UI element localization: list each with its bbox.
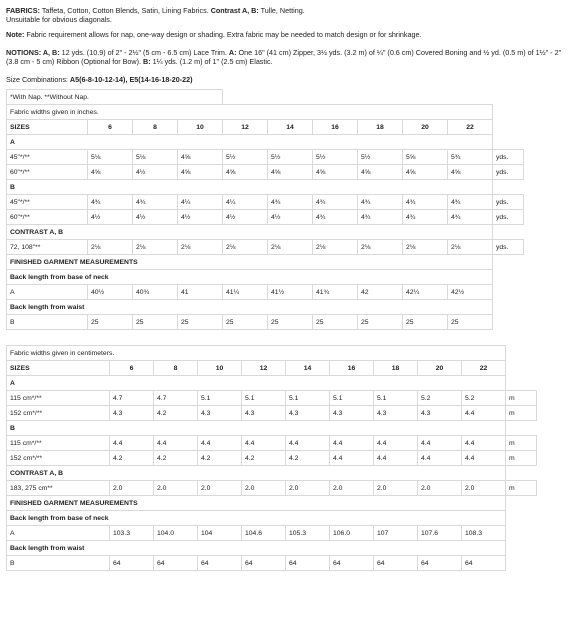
row-value: 2.0 bbox=[330, 481, 374, 496]
row-value: 4.4 bbox=[462, 406, 506, 421]
size-header: 8 bbox=[133, 120, 178, 135]
row-value: 4.2 bbox=[154, 451, 198, 466]
row-value: 4¼ bbox=[223, 195, 268, 210]
row-value: 4.2 bbox=[242, 451, 286, 466]
finished-title: FINISHED GARMENT MEASUREMENTS bbox=[7, 255, 493, 270]
row-value: 4½ bbox=[133, 210, 178, 225]
section-title-row bbox=[7, 421, 537, 436]
size-header: 20 bbox=[403, 120, 448, 135]
section-title-row bbox=[7, 466, 537, 481]
size-header: 16 bbox=[330, 361, 374, 376]
row-unit: yds. bbox=[493, 165, 524, 180]
size-header: 14 bbox=[286, 361, 330, 376]
size-header: 18 bbox=[358, 120, 403, 135]
row-value: 104.0 bbox=[154, 526, 198, 541]
back-neck-title: Back length from base of neck bbox=[7, 270, 493, 285]
row-value: 5½ bbox=[313, 150, 358, 165]
row-value: 25 bbox=[268, 315, 313, 330]
section-title-row bbox=[7, 180, 524, 195]
notions-paragraph bbox=[6, 48, 564, 66]
size-header: 6 bbox=[110, 361, 154, 376]
table-row bbox=[7, 195, 524, 210]
row-value: 4.4 bbox=[330, 436, 374, 451]
nap-note-row bbox=[7, 90, 524, 105]
row-value: 4¾ bbox=[313, 210, 358, 225]
row-value: 64 bbox=[198, 556, 242, 571]
row-value: 5½ bbox=[268, 150, 313, 165]
table-row bbox=[7, 150, 524, 165]
row-value: 25 bbox=[178, 315, 223, 330]
row-value: 25 bbox=[358, 315, 403, 330]
row-value: 4½ bbox=[178, 210, 223, 225]
row-value: 2.0 bbox=[154, 481, 198, 496]
notions-text3: (3.8 cm - 5 cm) Ribbon (Optional for Bow). bbox=[6, 57, 144, 66]
finished-title-row bbox=[7, 496, 537, 511]
fabrics-line2: Unsuitable for obvious diagonals. bbox=[6, 15, 112, 24]
size-header: 12 bbox=[242, 361, 286, 376]
size-header: 22 bbox=[462, 361, 506, 376]
row-value: 5.2 bbox=[462, 391, 506, 406]
row-value: 4.4 bbox=[462, 451, 506, 466]
table-row bbox=[7, 285, 524, 300]
row-value: 4.4 bbox=[374, 451, 418, 466]
widths-note-row bbox=[7, 105, 524, 120]
note-paragraph bbox=[6, 30, 564, 39]
row-value: 2.0 bbox=[418, 481, 462, 496]
row-value: 4.3 bbox=[374, 406, 418, 421]
row-value: 42 bbox=[358, 285, 403, 300]
row-value: 4.4 bbox=[286, 436, 330, 451]
row-value: 2.0 bbox=[286, 481, 330, 496]
fabrics-paragraph bbox=[6, 6, 564, 24]
section-title: CONTRAST A, B bbox=[7, 225, 493, 240]
row-value: 2⅛ bbox=[178, 240, 223, 255]
back-waist-title-row bbox=[7, 541, 537, 556]
row-value: 103.3 bbox=[110, 526, 154, 541]
row-value: 4⅝ bbox=[178, 165, 223, 180]
row-unit: m bbox=[506, 451, 537, 466]
row-value: 4.4 bbox=[418, 436, 462, 451]
row-value: 4.7 bbox=[154, 391, 198, 406]
row-value: 64 bbox=[374, 556, 418, 571]
row-value: 64 bbox=[418, 556, 462, 571]
table-row bbox=[7, 406, 537, 421]
row-value: 104.6 bbox=[242, 526, 286, 541]
row-value: 5½ bbox=[358, 150, 403, 165]
row-label: 45"*/** bbox=[7, 150, 88, 165]
row-value: 4.3 bbox=[110, 406, 154, 421]
row-value: 5⅝ bbox=[403, 150, 448, 165]
row-unit: yds. bbox=[493, 210, 524, 225]
row-label: A bbox=[7, 526, 110, 541]
metric-yardage-table bbox=[6, 345, 537, 571]
row-value: 4.2 bbox=[154, 406, 198, 421]
row-value: 41 bbox=[178, 285, 223, 300]
row-value: 4.3 bbox=[286, 406, 330, 421]
back-waist-title: Back length from waist bbox=[7, 541, 506, 556]
row-value: 64 bbox=[286, 556, 330, 571]
section-title: A bbox=[7, 376, 506, 391]
back-neck-title: Back length from base of neck bbox=[7, 511, 506, 526]
row-label: A bbox=[7, 285, 88, 300]
row-unit: m bbox=[506, 436, 537, 451]
row-value: 4⅝ bbox=[358, 165, 403, 180]
row-value: 4¼ bbox=[178, 195, 223, 210]
row-value: 5.1 bbox=[374, 391, 418, 406]
row-value: 2.0 bbox=[198, 481, 242, 496]
row-value: 2.0 bbox=[462, 481, 506, 496]
row-value: 2⅛ bbox=[88, 240, 133, 255]
notions-label: NOTIONS: A, B: bbox=[6, 48, 60, 57]
row-label: 72, 108"** bbox=[7, 240, 88, 255]
row-value: 108.3 bbox=[462, 526, 506, 541]
row-label: 152 cm*/** bbox=[7, 451, 110, 466]
row-value: 104 bbox=[198, 526, 242, 541]
row-value: 4⅝ bbox=[403, 165, 448, 180]
sizes-header-row bbox=[7, 120, 524, 135]
size-header: 20 bbox=[418, 361, 462, 376]
row-value: 4¾ bbox=[358, 195, 403, 210]
widths-note: Fabric widths given in inches. bbox=[7, 105, 493, 120]
row-value: 4.4 bbox=[374, 436, 418, 451]
row-label: 45"*/** bbox=[7, 195, 88, 210]
row-value: 5.1 bbox=[198, 391, 242, 406]
table-row bbox=[7, 315, 524, 330]
row-unit: m bbox=[506, 481, 537, 496]
nap-note: *With Nap. **Without Nap. bbox=[7, 90, 223, 105]
row-value: 4¾ bbox=[268, 195, 313, 210]
row-label: 183, 275 cm** bbox=[7, 481, 110, 496]
row-value: 2⅛ bbox=[358, 240, 403, 255]
row-value: 25 bbox=[223, 315, 268, 330]
row-value: 4.2 bbox=[198, 451, 242, 466]
row-value: 4¾ bbox=[358, 210, 403, 225]
row-value: 4.3 bbox=[330, 406, 374, 421]
row-value: 5.2 bbox=[418, 391, 462, 406]
row-value: 4⅝ bbox=[448, 165, 493, 180]
back-waist-title-row bbox=[7, 300, 524, 315]
row-unit: yds. bbox=[493, 195, 524, 210]
size-header: 14 bbox=[268, 120, 313, 135]
row-value: 64 bbox=[154, 556, 198, 571]
size-header: 10 bbox=[198, 361, 242, 376]
row-value: 4⅝ bbox=[313, 165, 358, 180]
row-unit: m bbox=[506, 406, 537, 421]
row-value: 5.1 bbox=[242, 391, 286, 406]
table-row bbox=[7, 210, 524, 225]
notions-text2: One 16" (41 cm) Zipper, 3½ yds. (3.2 m) of ¼" (0.6 cm) Covered Boning and ½ yd. (0.5 m) of 1½" - 2" bbox=[236, 48, 562, 57]
note-label: Note: bbox=[6, 30, 25, 39]
row-value: 5¾ bbox=[448, 150, 493, 165]
blank-cell bbox=[223, 90, 524, 105]
row-label: 152 cm*/** bbox=[7, 406, 110, 421]
row-unit: m bbox=[506, 391, 537, 406]
row-value: 5½ bbox=[223, 150, 268, 165]
table-row bbox=[7, 556, 537, 571]
row-value: 5.1 bbox=[330, 391, 374, 406]
row-value: 2⅛ bbox=[448, 240, 493, 255]
size-header: 8 bbox=[154, 361, 198, 376]
note-text: Fabric requirement allows for nap, one-way design or shading. Extra fabric may be needed to match design or for shrinkage. bbox=[24, 30, 422, 39]
row-value: 41¼ bbox=[223, 285, 268, 300]
row-value: 4⅝ bbox=[88, 165, 133, 180]
row-value: 2⅛ bbox=[403, 240, 448, 255]
row-value: 25 bbox=[313, 315, 358, 330]
row-value: 4.3 bbox=[242, 406, 286, 421]
table-row bbox=[7, 240, 524, 255]
row-value: 105.3 bbox=[286, 526, 330, 541]
row-value: 25 bbox=[448, 315, 493, 330]
row-value: 4.4 bbox=[110, 436, 154, 451]
size-header: 12 bbox=[223, 120, 268, 135]
row-value: 4¾ bbox=[403, 210, 448, 225]
section-title-row bbox=[7, 376, 537, 391]
row-unit: yds. bbox=[493, 150, 524, 165]
table-row bbox=[7, 165, 524, 180]
row-value: 4½ bbox=[133, 165, 178, 180]
notions-a-label: A: bbox=[228, 48, 237, 57]
back-neck-title-row bbox=[7, 270, 524, 285]
fabrics-label: FABRICS: bbox=[6, 6, 40, 15]
row-value: 5⅛ bbox=[133, 150, 178, 165]
row-value: 40½ bbox=[88, 285, 133, 300]
row-value: 4½ bbox=[268, 210, 313, 225]
row-label: 115 cm*/** bbox=[7, 391, 110, 406]
row-value: 4¾ bbox=[448, 195, 493, 210]
back-neck-title-row bbox=[7, 511, 537, 526]
sizes-header-row bbox=[7, 361, 537, 376]
row-value: 41½ bbox=[268, 285, 313, 300]
row-value: 25 bbox=[403, 315, 448, 330]
notions-text4: 1¼ yds. (1.2 m) of 1" (2.5 cm) Elastic. bbox=[150, 57, 273, 66]
row-value: 4.4 bbox=[418, 451, 462, 466]
contrast-label: Contrast A, B: bbox=[210, 6, 259, 15]
table-row bbox=[7, 481, 537, 496]
row-value: 2⅛ bbox=[133, 240, 178, 255]
row-value: 4.2 bbox=[286, 451, 330, 466]
row-value: 4⅝ bbox=[178, 150, 223, 165]
size-combinations-label: Size Combinations: bbox=[6, 75, 70, 84]
row-label: B bbox=[7, 556, 110, 571]
widths-note-row bbox=[7, 346, 537, 361]
size-header: 22 bbox=[448, 120, 493, 135]
row-label: 115 cm*/** bbox=[7, 436, 110, 451]
finished-title: FINISHED GARMENT MEASUREMENTS bbox=[7, 496, 506, 511]
row-value: 4½ bbox=[223, 210, 268, 225]
row-value: 64 bbox=[242, 556, 286, 571]
sizes-label: SIZES bbox=[7, 120, 88, 135]
section-title: B bbox=[7, 421, 506, 436]
row-value: 64 bbox=[330, 556, 374, 571]
row-value: 2.0 bbox=[374, 481, 418, 496]
row-value: 4¾ bbox=[133, 195, 178, 210]
row-value: 5.1 bbox=[286, 391, 330, 406]
row-value: 2.0 bbox=[110, 481, 154, 496]
row-value: 4⅝ bbox=[268, 165, 313, 180]
row-value: 5⅛ bbox=[88, 150, 133, 165]
section-title: A bbox=[7, 135, 493, 150]
table-row bbox=[7, 451, 537, 466]
notions-text1: 12 yds. (10.9) of 2" - 2½" (5 cm - 6.5 cm) Lace Trim. bbox=[59, 48, 229, 57]
row-value: 4⅝ bbox=[223, 165, 268, 180]
row-value: 64 bbox=[462, 556, 506, 571]
size-combinations-value: A5(6-8-10-12-14), E5(14-16-18-20-22) bbox=[69, 75, 193, 84]
row-value: 4.4 bbox=[198, 436, 242, 451]
row-value: 4.4 bbox=[462, 436, 506, 451]
row-value: 42¼ bbox=[403, 285, 448, 300]
size-header: 10 bbox=[178, 120, 223, 135]
notions-b-label: B: bbox=[143, 57, 151, 66]
row-label: 60"*/** bbox=[7, 210, 88, 225]
row-value: 4.4 bbox=[242, 436, 286, 451]
row-value: 64 bbox=[110, 556, 154, 571]
widths-note: Fabric widths given in centimeters. bbox=[7, 346, 506, 361]
section-title: CONTRAST A, B bbox=[7, 466, 506, 481]
row-value: 4¾ bbox=[403, 195, 448, 210]
section-title-row bbox=[7, 225, 524, 240]
section-title-row bbox=[7, 135, 524, 150]
row-value: 42½ bbox=[448, 285, 493, 300]
row-value: 40¾ bbox=[133, 285, 178, 300]
row-value: 25 bbox=[133, 315, 178, 330]
row-value: 4.7 bbox=[110, 391, 154, 406]
fabrics-text: Taffeta, Cotton, Cotton Blends, Satin, Lining Fabrics. bbox=[39, 6, 211, 15]
row-value: 2.0 bbox=[242, 481, 286, 496]
imperial-yardage-table bbox=[6, 89, 524, 330]
size-combinations bbox=[6, 75, 564, 84]
sizes-label: SIZES bbox=[7, 361, 110, 376]
row-value: 2⅛ bbox=[268, 240, 313, 255]
row-value: 41¾ bbox=[313, 285, 358, 300]
finished-title-row bbox=[7, 255, 524, 270]
row-value: 4.4 bbox=[154, 436, 198, 451]
row-value: 2⅛ bbox=[223, 240, 268, 255]
row-value: 4¾ bbox=[88, 195, 133, 210]
back-waist-title: Back length from waist bbox=[7, 300, 493, 315]
contrast-text: Tulle, Netting. bbox=[258, 6, 305, 15]
section-title: B bbox=[7, 180, 493, 195]
row-label: B bbox=[7, 315, 88, 330]
size-header: 16 bbox=[313, 120, 358, 135]
size-header: 6 bbox=[88, 120, 133, 135]
row-value: 4½ bbox=[88, 210, 133, 225]
row-unit: yds. bbox=[493, 240, 524, 255]
row-value: 4¾ bbox=[448, 210, 493, 225]
table-row bbox=[7, 391, 537, 406]
row-value: 4¾ bbox=[313, 195, 358, 210]
row-value: 107 bbox=[374, 526, 418, 541]
row-value: 106.0 bbox=[330, 526, 374, 541]
size-header: 18 bbox=[374, 361, 418, 376]
row-label: 60"*/** bbox=[7, 165, 88, 180]
table-row bbox=[7, 526, 537, 541]
row-value: 4.3 bbox=[198, 406, 242, 421]
row-value: 4.2 bbox=[110, 451, 154, 466]
row-value: 25 bbox=[88, 315, 133, 330]
row-value: 4.4 bbox=[330, 451, 374, 466]
row-value: 2⅛ bbox=[313, 240, 358, 255]
row-value: 4.3 bbox=[418, 406, 462, 421]
table-row bbox=[7, 436, 537, 451]
row-value: 107.6 bbox=[418, 526, 462, 541]
